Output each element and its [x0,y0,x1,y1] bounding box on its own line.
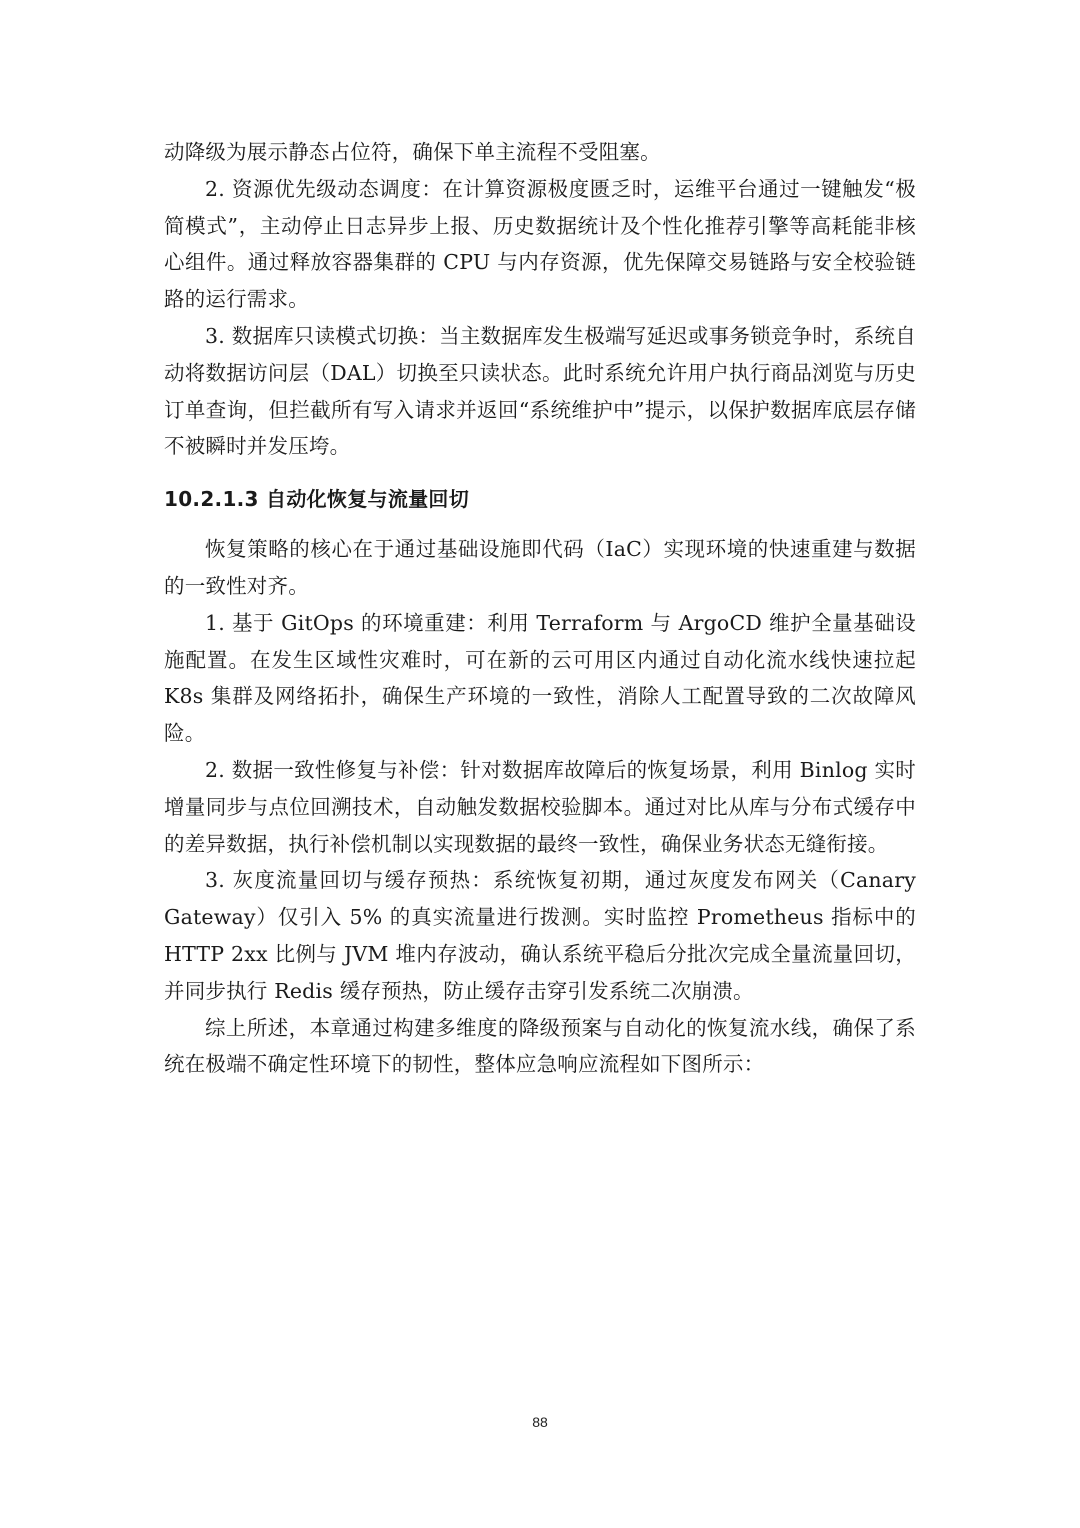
paragraph-resource-priority: 2. 资源优先级动态调度：在计算资源极度匮乏时，运维平台通过一键触发“极简模式”，主动停止日志异步上报、历史数据统计及个性化推荐引擎等高耗能非核心组件。通过释放容器集群的 CPU 与内存资源，优先保障交易链路与安全校验链路的运行需求。 [164,176,916,312]
section-heading: 10.2.1.3 自动化恢复与流量回切 [164,487,470,512]
paragraph-data-consistency: 2. 数据一致性修复与补偿：针对数据库故障后的恢复场景，利用 Binlog 实时增量同步与点位回溯技术，自动触发数据校验脚本。通过对比从库与分布式缓存中的差异数据，执行补偿机制以实现数据的最终一致性，确保业务状态无缝衔接。 [164,757,916,856]
body-text [164,134,916,1083]
paragraph-summary: 综上所述，本章通过构建多维度的降级预案与自动化的恢复流水线，确保了系统在极端不确定性环境下的韧性，整体应急响应流程如下图所示： [164,1015,916,1077]
paragraph-canary: 3. 灰度流量回切与缓存预热：系统恢复初期，通过灰度发布网关（Canary Gateway）仅引入 5% 的真实流量进行拨测。实时监控 Prometheus 指标中的 HTTP 2xx 比例与 JVM 堆内存波动，确认系统平稳后分批次完成全量流量回切，并同步执行 Redis 缓存预热，防止缓存击穿引发系统二次崩溃。 [164,868,916,1003]
paragraph-recovery-intro: 恢复策略的核心在于通过基础设施即代码（IaC）实现环境的快速重建与数据的一致性对齐。 [164,537,916,598]
paragraph-continued: 动降级为展示静态占位符，确保下单主流程不受阻塞。 [164,140,661,164]
page-number: 88 [532,1414,548,1430]
paragraph-db-readonly: 3. 数据库只读模式切换：当主数据库发生极端写延迟或事务锁竞争时，系统自动将数据访问层（DAL）切换至只读状态。此时系统允许用户执行商品浏览与历史订单查询，但拦截所有写入请求并返回“系统维护中”提示，以保护数据库底层存储不被瞬时并发压垮。 [164,323,916,459]
paragraph-gitops: 1. 基于 GitOps 的环境重建：利用 Terraform 与 ArgoCD 维护全量基础设施配置。在发生区域性灾难时，可在新的云可用区内通过自动化流水线快速拉起 K8s 集群及网络拓扑，确保生产环境的一致性，消除人工配置导致的二次故障风险。 [164,610,916,746]
